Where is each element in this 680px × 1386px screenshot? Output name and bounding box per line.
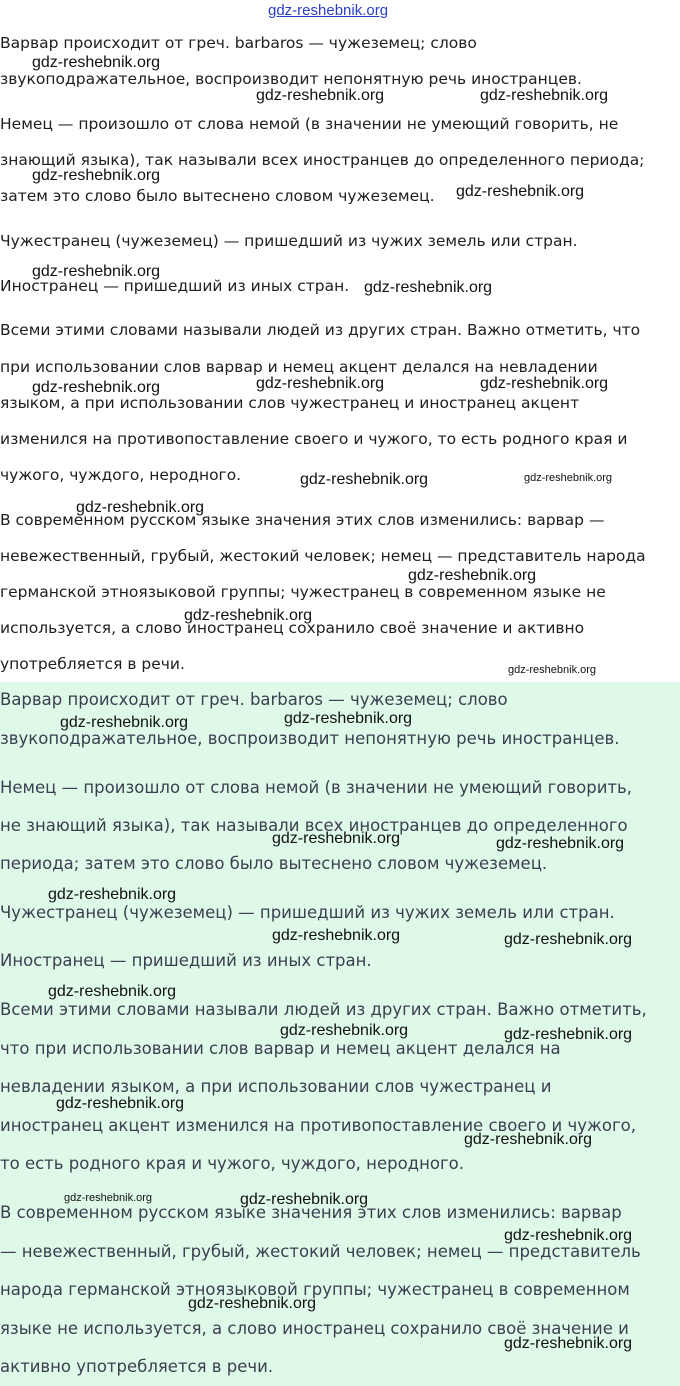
watermark: gdz-reshebnik.org	[504, 931, 633, 948]
watermark: gdz-reshebnik.org	[32, 263, 161, 280]
answer-block-white	[0, 30, 680, 682]
text-line: используется, а слово иностранец сохранило своё значение и активно	[0, 619, 585, 637]
watermark: gdz-reshebnik.org	[524, 472, 613, 484]
watermark: gdz-reshebnik.org	[456, 183, 585, 200]
text-line: чужого, чуждого, неродного.	[0, 466, 242, 484]
watermark: gdz-reshebnik.org	[504, 1227, 633, 1244]
watermark: gdz-reshebnik.org	[272, 830, 401, 847]
text-line: В современном русском языке значения этих слов изменились: варвар —	[0, 511, 605, 529]
text-line: — невежественный, грубый, жестокий человек; немец — представитель	[0, 1242, 641, 1261]
text-line: Всеми этими словами называли людей из других стран. Важно отметить, что	[0, 321, 641, 339]
watermark: gdz-reshebnik.org	[48, 983, 177, 1000]
text-line: то есть родного края и чужого, чуждого, неродного.	[0, 1154, 464, 1173]
text-line: германской этноязыковой группы; чужестранец в современном языке не	[0, 583, 606, 601]
text-line: звукоподражательное, воспроизводит непонятную речь иностранцев.	[0, 70, 582, 88]
watermark: gdz-reshebnik.org	[408, 567, 537, 584]
watermark: gdz-reshebnik.org	[32, 379, 161, 396]
watermark: gdz-reshebnik.org	[48, 886, 177, 903]
watermark: gdz-reshebnik.org	[504, 1026, 633, 1043]
watermark: gdz-reshebnik.org	[480, 375, 609, 392]
watermark: gdz-reshebnik.org	[76, 499, 205, 516]
text-line: Немец — произошло от слова немой (в значении не умеющий говорить, не	[0, 115, 619, 133]
watermark: gdz-reshebnik.org	[496, 835, 625, 852]
text-line: знающий языка), так называли всех иностранцев до определенного периода;	[0, 151, 645, 169]
watermark: gdz-reshebnik.org	[56, 1095, 185, 1112]
text-line: Иностранец — пришедший из иных стран.	[0, 277, 350, 295]
watermark: gdz-reshebnik.org	[256, 375, 385, 392]
text-line: Всеми этими словами называли людей из других стран. Важно отметить,	[0, 1000, 647, 1019]
watermark: gdz-reshebnik.org	[508, 664, 597, 676]
text-line: В современном русском языке значения этих слов изменились: варвар	[0, 1203, 622, 1222]
text-line: Немец — произошло от слова немой (в значении не умеющий говорить,	[0, 778, 632, 797]
text-line: народа германской этноязыковой группы; чужестранец в современном	[0, 1280, 630, 1299]
text-line: невладении языком, а при использовании слов чужестранец и	[0, 1077, 552, 1096]
watermark: gdz-reshebnik.org	[256, 87, 385, 104]
text-line: при использовании слов варвар и немец акцент делался на невладении	[0, 358, 598, 376]
text-line: изменился на противопоставление своего и чужого, то есть родного края и	[0, 430, 628, 448]
watermark: gdz-reshebnik.org	[480, 87, 609, 104]
text-line: иностранец акцент изменился на противопоставление своего и чужого,	[0, 1116, 636, 1135]
text-line: периода; затем это слово было вытеснено словом чужеземец.	[0, 854, 548, 873]
watermark: gdz-reshebnik.org	[272, 927, 401, 944]
watermark: gdz-reshebnik.org	[464, 1131, 593, 1148]
text-line: языке не используется, а слово иностранец сохранило своё значение и	[0, 1319, 629, 1338]
text-line: Иностранец — пришедший из иных стран.	[0, 951, 372, 970]
watermark: gdz-reshebnik.org	[280, 1022, 409, 1039]
text-line: Чужестранец (чужеземец) — пришедший из чужих земель или стран.	[0, 903, 615, 922]
top-watermark-link[interactable]: gdz-reshebnik.org	[268, 2, 389, 19]
text-line: затем это слово было вытеснено словом чужеземец.	[0, 187, 435, 205]
text-line: Варвар происходит от греч. barbaros — чужеземец; слово	[0, 690, 508, 709]
text-line: употребляется в речи.	[0, 655, 185, 673]
text-line: невежественный, грубый, жестокий человек; немец — представитель народа	[0, 547, 646, 565]
watermark: gdz-reshebnik.org	[64, 1192, 153, 1204]
text-line: языком, а при использовании слов чужестранец и иностранец акцент	[0, 394, 580, 412]
text-line: активно употребляется в речи.	[0, 1357, 274, 1376]
text-line: Варвар происходит от греч. barbaros — чужеземец; слово	[0, 34, 477, 52]
watermark: gdz-reshebnik.org	[284, 710, 413, 727]
watermark: gdz-reshebnik.org	[60, 714, 189, 731]
text-line: звукоподражательное, воспроизводит непонятную речь иностранцев.	[0, 729, 620, 748]
watermark: gdz-reshebnik.org	[504, 1335, 633, 1352]
watermark: gdz-reshebnik.org	[188, 1295, 317, 1312]
watermark: gdz-reshebnik.org	[300, 471, 429, 488]
watermark: gdz-reshebnik.org	[32, 54, 161, 71]
text-line: не знающий языка), так называли всех иностранцев до определенного	[0, 816, 628, 835]
watermark: gdz-reshebnik.org	[240, 1191, 369, 1208]
watermark: gdz-reshebnik.org	[32, 167, 161, 184]
watermark: gdz-reshebnik.org	[184, 607, 313, 624]
text-line: Чужестранец (чужеземец) — пришедший из чужих земель или стран.	[0, 232, 578, 250]
watermark: gdz-reshebnik.org	[364, 279, 493, 296]
text-line: что при использовании слов варвар и немец акцент делался на	[0, 1039, 561, 1058]
